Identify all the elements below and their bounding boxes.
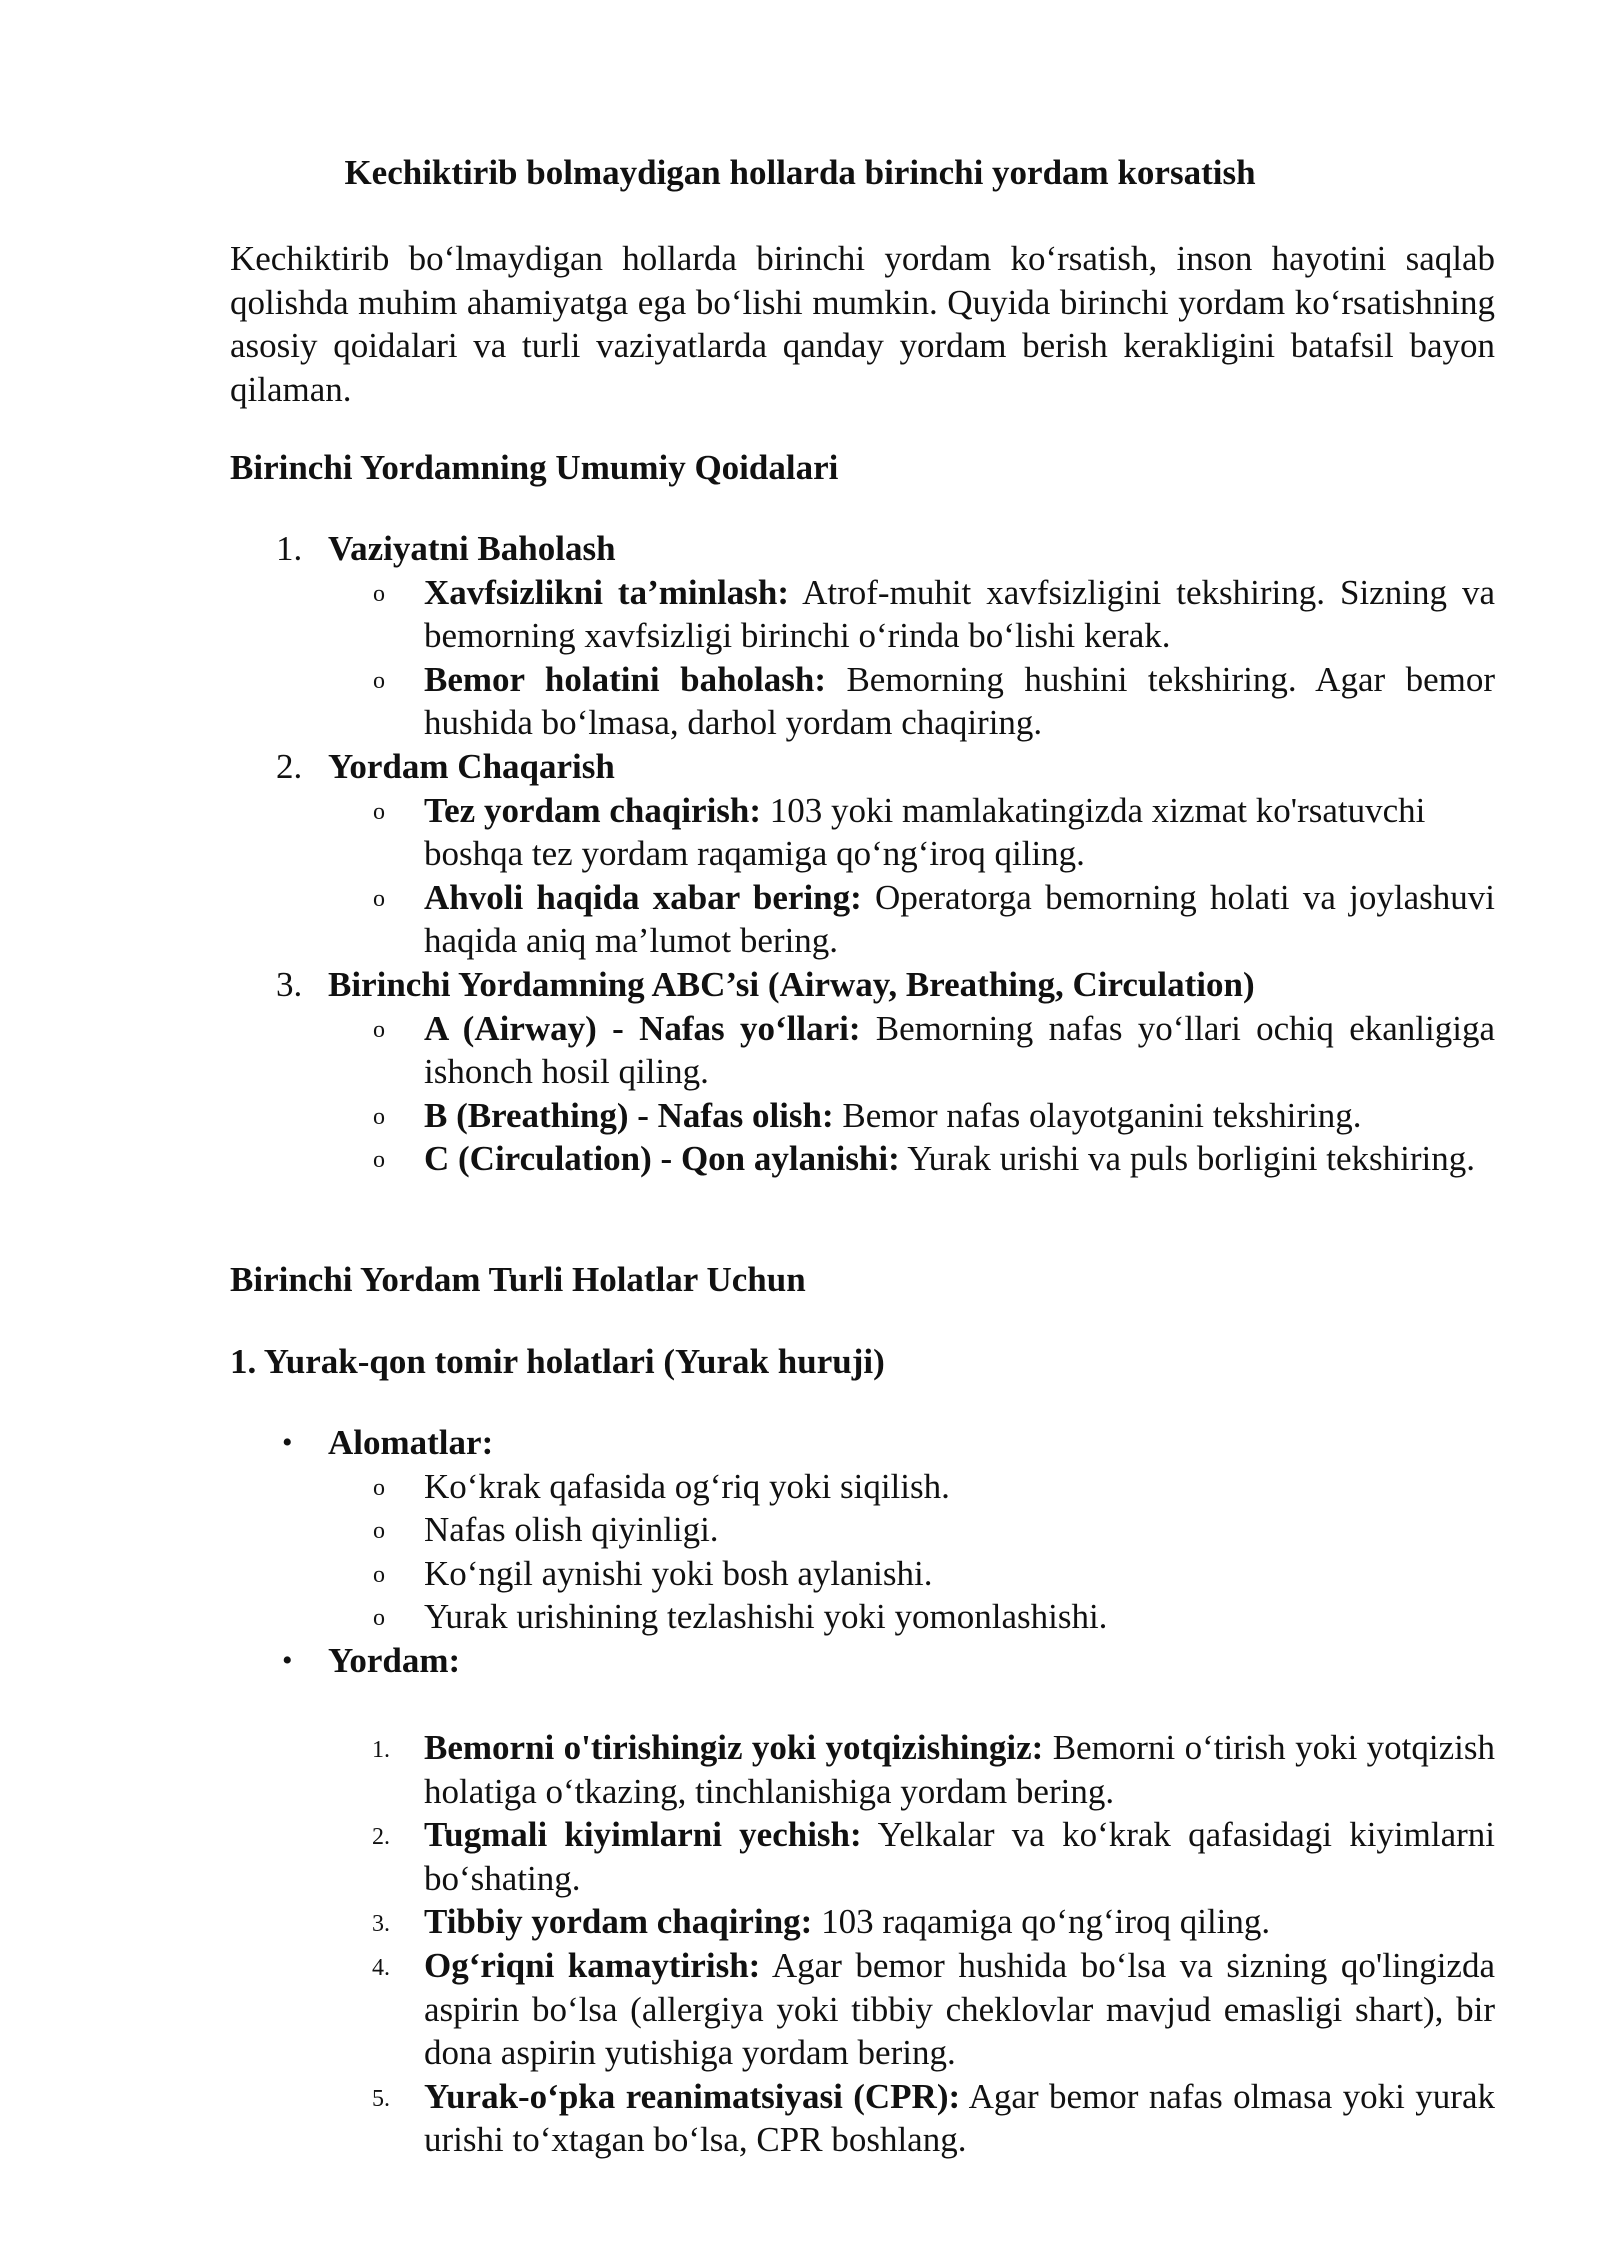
- sub-item-term: Ahvoli haqida xabar bering:: [424, 877, 862, 917]
- help-step: [372, 1944, 1495, 2075]
- sub-item: [373, 789, 1524, 876]
- rule-item: [0, 527, 1600, 571]
- circle-bullet-icon: o: [373, 1518, 385, 1545]
- sub-item-term: Tez yordam chaqirish:: [424, 790, 762, 830]
- symptom-item: [373, 1552, 1524, 1596]
- general-rules-list: [0, 527, 1600, 1181]
- step-term: Tibbiy yordam chaqiring:: [424, 1902, 813, 1942]
- sub-item: [373, 1007, 1495, 1094]
- circle-bullet-icon: o: [373, 1561, 385, 1588]
- help-step: [372, 2075, 1495, 2162]
- help-steps-list: [0, 1726, 1600, 2162]
- symptom-text: Nafas olish qiyinligi.: [424, 1510, 719, 1550]
- document-title: Kechiktirib bolmaydigan hollarda birinchi yordam korsatish: [344, 153, 1256, 192]
- circle-bullet-icon: o: [373, 1474, 385, 1501]
- circle-bullet-icon: o: [373, 1103, 385, 1130]
- circle-bullet-icon: o: [373, 798, 385, 825]
- rule-item: [0, 963, 1600, 1007]
- circle-bullet-icon: o: [373, 1147, 385, 1174]
- step-number: 4.: [372, 1954, 390, 1981]
- rule-item: [0, 745, 1600, 789]
- step-term: Tugmali kiyimlarni yechish:: [424, 1815, 862, 1855]
- step-term: Yurak-o‘pka reanimatsiyasi (CPR):: [424, 2076, 961, 2116]
- step-number: 5.: [372, 2085, 390, 2112]
- step-text: Agar bemor nafas olmasa yoki yurak urishi to‘xtagan bo‘lsa, CPR boshlang.: [424, 2076, 1495, 2160]
- help-step: [372, 1726, 1496, 1813]
- circle-bullet-icon: o: [373, 1016, 385, 1043]
- circle-bullet-icon: o: [373, 885, 385, 912]
- rule-title: Birinchi Yordamning ABC’si (Airway, Breathing, Circulation): [328, 964, 1255, 1004]
- sub-item-text: Bemor nafas olayotganini tekshiring.: [833, 1095, 1362, 1135]
- bullet-icon: •: [282, 1426, 293, 1459]
- symptom-item: [373, 1465, 1524, 1509]
- sub-item: [373, 876, 1495, 963]
- sub-item-term: Xavfsizlikni ta’minlash:: [424, 572, 790, 612]
- step-text: 103 raqamiga qo‘ng‘iroq qiling.: [812, 1902, 1271, 1942]
- sub-item: [373, 571, 1495, 658]
- rule-title: Vaziyatni Baholash: [328, 529, 616, 568]
- circle-bullet-icon: o: [373, 667, 385, 694]
- symptom-item: [373, 1508, 1524, 1552]
- symptom-text: Ko‘ngil aynishi yoki bosh aylanishi.: [424, 1553, 933, 1593]
- bullet-icon: •: [282, 1643, 293, 1677]
- circle-bullet-icon: o: [373, 1605, 385, 1632]
- help-step: [372, 1813, 1495, 1900]
- sub-item-text: 103 yoki mamlakatingizda xizmat ko'rsatuvchi boshqa tez yordam raqamiga qo‘ng‘iroq qiling.: [424, 790, 1426, 874]
- help-label: Yordam:: [328, 1640, 461, 1680]
- sub-item-term: A (Airway) - Nafas yo‘llari:: [424, 1008, 861, 1048]
- sub-item-text: Atrof-muhit xavfsizligini tekshiring. Sizning va bemorning xavfsizligi birinchi o‘rinda bo‘lishi kerak.: [424, 572, 1495, 656]
- step-term: Og‘riqni kamaytirish:: [424, 1945, 761, 1985]
- sub-item: [373, 658, 1495, 745]
- sub-item-text: Yurak urishi va puls borligini tekshiring.: [899, 1139, 1475, 1179]
- step-text: Yelkalar va ko‘krak qafasidagi kiyimlarni bo‘shating.: [424, 1815, 1495, 1898]
- symptom-text: Ko‘krak qafasida og‘riq yoki siqilish.: [424, 1466, 950, 1506]
- sub-item-text: Bemorning hushini tekshiring. Agar bemor hushida bo‘lmasa, darhol yordam chaqiring.: [424, 659, 1495, 743]
- list-number: 2.: [276, 746, 303, 786]
- circle-bullet-icon: o: [373, 580, 385, 607]
- help-label-item: [0, 1639, 1600, 1683]
- symptoms-label-item: [0, 1421, 1600, 1465]
- sub-item-text: Bemorning nafas yo‘llari ochiq ekanligiga ishonch hosil qiling.: [424, 1008, 1495, 1092]
- intro-paragraph: Kechiktirib bo‘lmaydigan hollarda birinchi yordam ko‘rsatish, inson hayotini saqlab qolishda muhim ahamiyatga ega bo‘lishi mumkin. Quyida birinchi yordam ko‘rsatishning asosiy qoidalari va turli vaziyatlarda qanday yordam berish kerakligini batafsil bayon qilaman.: [230, 239, 1495, 409]
- case1-heading: 1. Yurak-qon tomir holatlari (Yurak huruji): [230, 1342, 885, 1381]
- step-text: Bemorni o‘tirish yoki yotqizish holatiga o‘tkazing, tinchlanishiga yordam bering.: [424, 1728, 1496, 1811]
- sub-item-term: B (Breathing) - Nafas olish:: [424, 1095, 834, 1135]
- general-rules-heading: Birinchi Yordamning Umumiy Qoidalari: [230, 448, 839, 487]
- step-term: Bemorni o'tirishingiz yoki yotqizishingiz:: [424, 1728, 1044, 1767]
- step-number: 3.: [372, 1911, 390, 1938]
- step-text: Agar bemor hushida bo‘lsa va sizning qo'lingizda aspirin bo‘lsa (allergiya yoki tibbiy cheklovlar mavjud emasligi shart), bir dona aspirin yutishiga yordam bering.: [424, 1945, 1495, 2073]
- rule-title: Yordam Chaqarish: [328, 746, 615, 786]
- sub-item: [373, 1137, 1495, 1181]
- symptoms-block: [0, 1421, 1600, 1683]
- help-step: [372, 1900, 1495, 1944]
- step-number: 2.: [372, 1824, 390, 1851]
- list-number: 1.: [276, 529, 303, 568]
- cases-heading: Birinchi Yordam Turli Holatlar Uchun: [230, 1260, 806, 1299]
- sub-item-term: C (Circulation) - Qon aylanishi:: [424, 1139, 900, 1179]
- list-number: 3.: [276, 964, 303, 1004]
- sub-item-term: Bemor holatini baholash:: [424, 659, 826, 699]
- sub-item: [373, 1094, 1495, 1138]
- symptoms-label: Alomatlar:: [328, 1423, 494, 1462]
- sub-item-text: Operatorga bemorning holati va joylashuvi haqida aniq ma’lumot bering.: [424, 877, 1495, 961]
- symptom-item: [373, 1595, 1524, 1639]
- symptom-text: Yurak urishining tezlashishi yoki yomonlashishi.: [424, 1597, 1108, 1637]
- step-number: 1.: [372, 1737, 390, 1763]
